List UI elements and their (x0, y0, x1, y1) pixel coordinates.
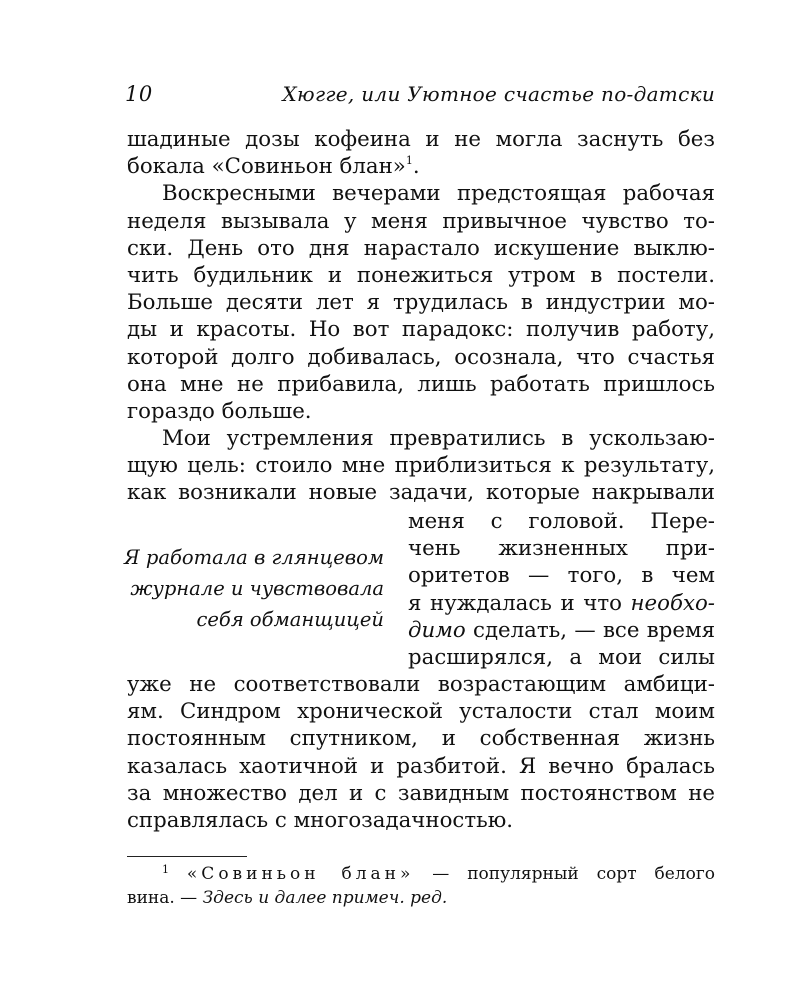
pull-quote-line: журнале и чувствовала (130, 577, 384, 600)
text-line: казалась хаотичной и разбитой. Я вечно бралась (127, 753, 715, 779)
emphasis: необхо- (630, 590, 715, 616)
text-line: неделя вызывала у меня привычное чувство то- (127, 208, 715, 234)
text-line: расширялся, а мои силы (408, 644, 715, 670)
body-text-top (127, 126, 715, 507)
body-text-bottom (127, 671, 715, 834)
emphasis: димо (408, 617, 466, 643)
text-line: которой долго добивалась, осознала, что счастья (127, 344, 715, 370)
text-fragment: сделать, — все время (465, 617, 715, 643)
paragraph-start: Мои устремления превратились в ускользаю- (162, 426, 715, 452)
text-line (408, 617, 715, 644)
paragraph-start: Воскресными вечерами предстоящая рабочая (162, 181, 715, 207)
footnote-marker: 1 (162, 863, 169, 876)
text-line: ям. Синдром хронической усталости стал моим (127, 699, 715, 725)
text-fragment: я нуждалась и что (408, 590, 631, 616)
text-line: за множество дел и с завидным постоянством не (127, 780, 715, 806)
text-line: как возникали новые задачи, которые накрывали (127, 480, 715, 506)
footnote-line (127, 862, 715, 886)
pull-quote (84, 542, 384, 635)
text-line: шадиные дозы кофеина и не могла заснуть без (127, 127, 715, 152)
text-line: ски. День ото дня нарастало искушение выклю- (127, 235, 715, 261)
footnote-divider (127, 856, 247, 857)
footnote (127, 862, 715, 910)
text-line: оритетов — того, в чем (408, 563, 715, 589)
text-line: она мне не прибавила, лишь работать пришлось (127, 371, 715, 397)
text-line: щую цель: стоило мне приблизиться к результату, (127, 453, 715, 479)
text-line: чить будильник и понежиться утром в постели. (127, 262, 715, 288)
text-line: постоянным спутником, и собственная жизнь (127, 726, 715, 752)
text-fragment: бокала «Совиньон блан» (127, 154, 406, 180)
text-fragment: — популярный сорт белого (414, 864, 715, 884)
text-line: Больше десяти лет я трудилась в индустрии мо- (127, 290, 715, 316)
body-text-beside-quote (408, 508, 715, 671)
text-line: меня с головой. Пере- (408, 509, 715, 534)
text-fragment: вина. — (127, 888, 203, 908)
footnote-line (127, 886, 715, 910)
page-number: 10 (125, 82, 153, 106)
text-fragment: . (412, 154, 420, 180)
text-line (408, 590, 715, 617)
book-title: Хюгге, или Уютное счастье по-датски (282, 82, 715, 106)
text-line: чень жизненных при- (408, 536, 715, 562)
pull-quote-line: себя обманщицей (196, 608, 384, 631)
editor-note: Здесь и далее примеч. ред. (202, 888, 448, 908)
footnote-reference: 1 (405, 154, 413, 168)
text-line-with-footnote (127, 153, 715, 180)
footnote-term: «Совиньон блан» (186, 864, 415, 884)
text-line: уже не соответствовали возрастающим амбици- (127, 672, 715, 697)
pull-quote-line: Я работала в глянцевом (123, 546, 384, 569)
running-head (125, 82, 715, 112)
paragraph-end: гораздо больше. (127, 398, 312, 424)
text-line: ды и красоты. Но вот парадокс: получив работу, (127, 317, 715, 343)
paragraph-end: справлялась с многозадачностью. (127, 807, 514, 833)
